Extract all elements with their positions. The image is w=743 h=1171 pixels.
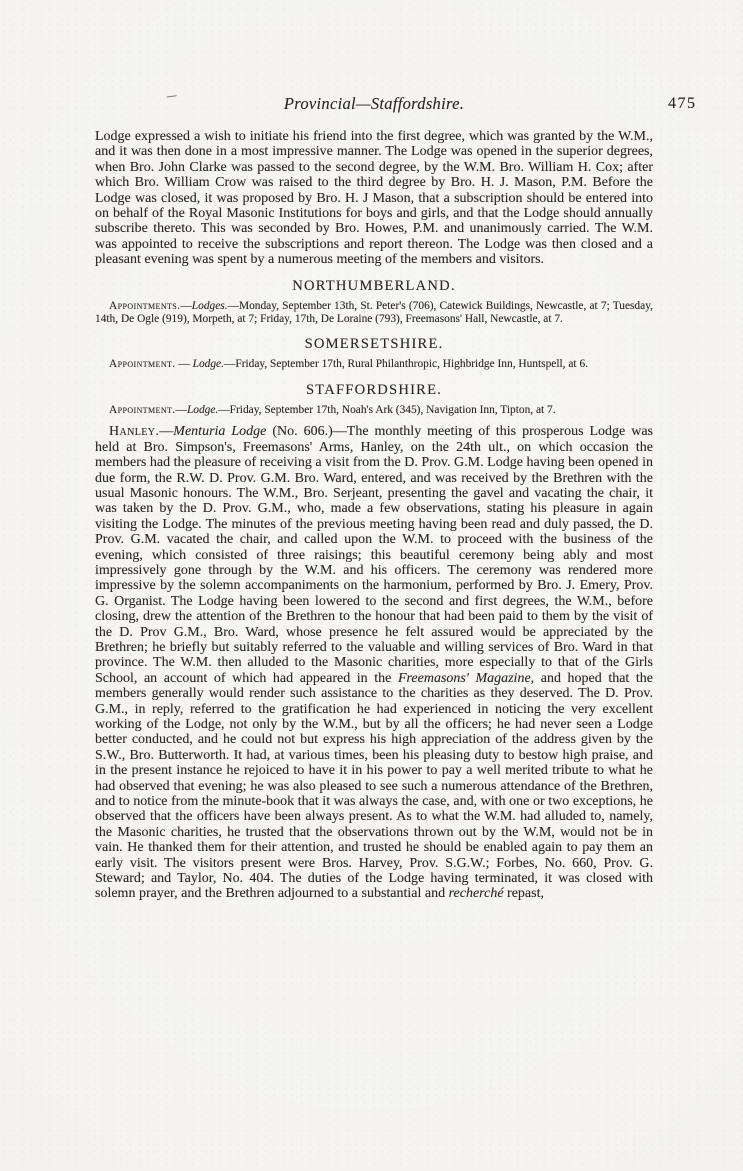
smallcaps-text: Appointments.	[109, 299, 181, 312]
text-run: Lodge expressed a wish to initiate his friend into the first degree, which was granted by the W.M., and it was then done in a most impressive manner. The Lodge was opened in the superior degrees, when Bro. John Clarke was passed to the second degree, by the W.M. Bro. William H. Cox; after which Bro. William Crow was raised to the third degree by Bro. H. J. Mason, P.M. Before the Lodge was closed, it was proposed by Bro. H. J Mason, that a subscription should be entered into on behalf of the Royal Masonic Institutions for boys and girls, and that the Lodge should annually subscribe thereto. This was seconded by Bro. Howes, P.M. and unanimously carried. The W.M. was appointed to receive the subscriptions and report thereon. The Lodge was then closed and a pleasant evening was spent by a numerous meeting of the members and visitors.	[95, 129, 653, 268]
italic-text: Freemasons' Magazine,	[397, 670, 535, 686]
italic-text: recherché	[448, 886, 504, 902]
text-run: STAFFORDSHIRE.	[305, 381, 443, 398]
smallcaps-text: Appointment.	[109, 358, 176, 371]
appointment-paragraph	[95, 358, 653, 371]
text-run: NORTHUMBERLAND.	[292, 277, 456, 294]
smallcaps-text: Appointment.	[109, 403, 176, 416]
section-heading	[95, 382, 653, 399]
page-number: 475	[668, 95, 697, 112]
text-run: repast,	[503, 886, 544, 902]
appointment-paragraph	[95, 404, 653, 417]
text-run: —Monday, September 13th, St. Peter's (706), Catewick Buildings, Newcastle, at 7; Tuesday, 14th, De Ogle (919), Morpeth, at 7; Friday, 17th, De Loraine (793), Freemasons' Hall, Newcastle, at 7.	[95, 299, 653, 326]
italic-text: Menturia Lodge	[173, 424, 267, 440]
content-blocks	[95, 129, 653, 911]
section-heading	[95, 278, 653, 295]
text-run: —	[175, 358, 193, 371]
text-run: —Friday, September 17th, Noah's Ark (345), Navigation Inn, Tipton, at 7.	[218, 403, 556, 416]
text-run: —Friday, September 17th, Rural Philanthropic, Highbridge Inn, Huntspell, at 6.	[223, 358, 588, 371]
italic-text: Lodges.	[191, 299, 228, 312]
text-run: SOMERSETSHIRE.	[304, 336, 444, 353]
running-title: Provincial—Staffordshire.	[283, 94, 465, 113]
text-run: —	[175, 403, 187, 416]
body-paragraph	[95, 129, 653, 268]
text-run: —	[180, 299, 192, 312]
section-heading	[95, 336, 653, 353]
body-paragraph	[95, 424, 653, 902]
text-run: and hoped that the members generally would render such assistance to the charities as they deserved. The D. Prov. G.M., in reply, referred to the gratification he had experienced in noticing the very excellent working of the Lodge, not only by the W.M., but by all the officers; he had never seen a Lodge better conducted, and he could not but express his high appreciation of the address given by the S.W., Bro. Butterworth. It had, at various times, been his pleasing duty to bestow high praise, and in the present instance he rejoiced to have it in his power to pay a well merited tribute to what he had observed that evening; he was also pleased to see such a numerous attendance of the Brethren, and to notice from the minute-book that it was always the case, and, with one or two exceptions, he observed that the officers have been always present. As to what the W.M. had alluded to, namely, the Masonic charities, he trusted that the observations thrown out by the W.M, would not be in vain. He thanked them for their attention, and trusted he should be enabled again to pay them an early visit. The visitors present were Bros. Harvey, Prov. S.G.W.; Forbes, No. 660, Prov. G. Steward; and Taylor, No. 404. The duties of the Lodge having terminated, it was closed with solemn prayer, and the Brethren adjourned to a substantial and	[95, 670, 653, 902]
appointment-paragraph	[95, 300, 653, 327]
text-run: —	[159, 424, 174, 440]
italic-text: Lodge.	[192, 358, 224, 371]
smallcaps-text: Hanley.	[109, 424, 160, 440]
page-header	[95, 94, 697, 114]
italic-text: Lodge.	[186, 403, 219, 416]
text-run: (No. 606.)—The monthly meeting of this prosperous Lodge was held at Bro. Simpson's, Freemasons' Arms, Hanley, on the 24th ult., on which occasion the members had the pleasure of receiving a visit from the D. Prov. G.M. Lodge having been opened in due form, the R.W. D. Prov. G.M. Bro. Ward, entered, and was received by the Brethren with the usual Masonic honours. The W.M., Bro. Serjeant, presenting the gavel and vacating the chair, it was taken by the D. Prov. G.M., who, made a few observations, stating his pleasure in again visiting the Lodge. The minutes of the previous meeting having been read and duly passed, the D. Prov. G.M. vacated the chair, and called upon the W.M. to proceed with the business of the evening, which consisted of three raisings; this beautiful ceremony being ably and most impressively gone through by the W.M. and his officers. The ceremony was rendered more impressive by the solemn accompaniments on the harmonium, performed by Bro. J. Emery, Prov. G. Organist. The Lodge having been lowered to the second and first degrees, the W.M., before closing, drew the attention of the Brethren to the honour that had been paid to them by the visit of the D. Prov G.M., Bro. Ward, whose presence he felt assured would be appreciated by the Brethren; he briefly but suitably referred to the valuable and willing services of Bro. Ward in that province. The W.M. then alluded to the Masonic charities, more especially to that of the Girls School, an account of which had appeared in the	[95, 424, 654, 686]
